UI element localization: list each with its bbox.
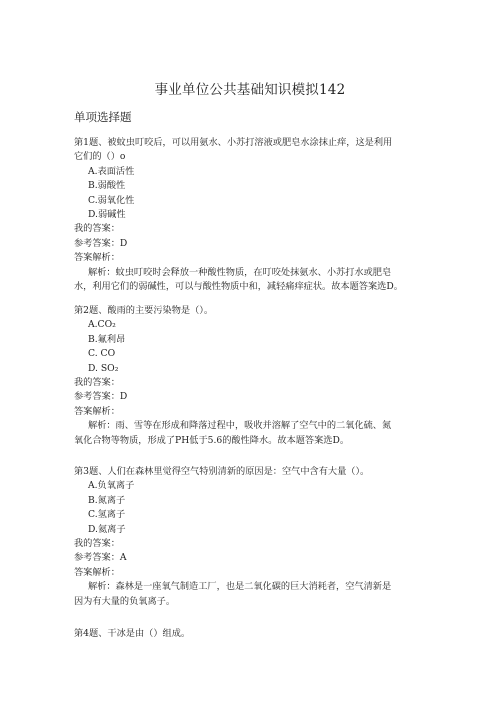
option-c: C.氢离子	[88, 509, 126, 521]
explanation-text: 氧化合物等物质，形成了PH低于5.6的酸性降水。故本题答案选D。	[74, 434, 350, 446]
option-c: C. CO	[88, 348, 116, 360]
explanation-text: 解析：森林是一座氧气制造工厂，也是二氧化碳的巨大消耗者，空气清新是	[88, 581, 392, 593]
option-a: A.CO₂	[88, 319, 116, 331]
explanation-text: 解析：雨、雪等在形成和降落过程中，吸收并溶解了空气中的二氧化硫、氮	[88, 420, 392, 432]
question-2	[74, 304, 434, 448]
question-stem: 第4题、干冰是由（）组成。	[74, 628, 191, 639]
option-b: B.弱酸性	[88, 180, 126, 192]
document-title: 事业单位公共基础知识模拟142	[154, 82, 346, 98]
question-4	[74, 627, 434, 641]
option-a: A.表面活性	[88, 165, 135, 177]
question-1	[74, 136, 434, 294]
explanation-text: 解析：蚊虫叮咬时会释放一种酸性物质，在叮咬处抹氨水、小苏打水或肥皂	[88, 266, 392, 278]
reference-answer: 参考答案：A	[74, 552, 127, 564]
explanation-text: 因为有大量的负氧离子。	[74, 595, 176, 607]
explanation-label: 答案解析：	[74, 566, 120, 578]
explanation-label: 答案解析：	[74, 252, 120, 264]
question-stem: 第3题、人们在森林里觉得空气特别清新的原因是：空气中含有大量（）。	[74, 466, 370, 477]
section-heading: 单项选择题	[74, 110, 132, 124]
my-answer: 我的答案：	[74, 223, 120, 235]
option-c: C.弱氧化性	[88, 194, 135, 206]
reference-answer: 参考答案：D	[74, 237, 128, 249]
explanation-text: 水，利用它们的弱碱性，可以与酸性物质中和，减轻痛痒症状。故本题答案选D。	[74, 281, 403, 293]
question-stem: 它们的（）o	[74, 151, 126, 163]
reference-answer: 参考答案：D	[74, 391, 128, 403]
option-d: D.弱碱性	[88, 209, 126, 221]
option-b: B.氮离子	[88, 494, 126, 506]
option-b: B.氟利昂	[88, 333, 126, 345]
option-d: D.氦离子	[88, 523, 126, 535]
option-a: A.负氧离子	[88, 480, 135, 492]
question-stem: 第1题、被蚊虫叮咬后，可以用氨水、小苏打溶液或肥皂水涂抹止痒，这是利用	[74, 137, 393, 148]
question-3	[74, 465, 434, 609]
explanation-label: 答案解析：	[74, 405, 120, 417]
option-d: D. SO₂	[88, 362, 119, 374]
my-answer: 我的答案：	[74, 538, 120, 550]
question-stem: 第2题、酸雨的主要污染物是（）。	[74, 305, 214, 316]
my-answer: 我的答案：	[74, 377, 120, 389]
